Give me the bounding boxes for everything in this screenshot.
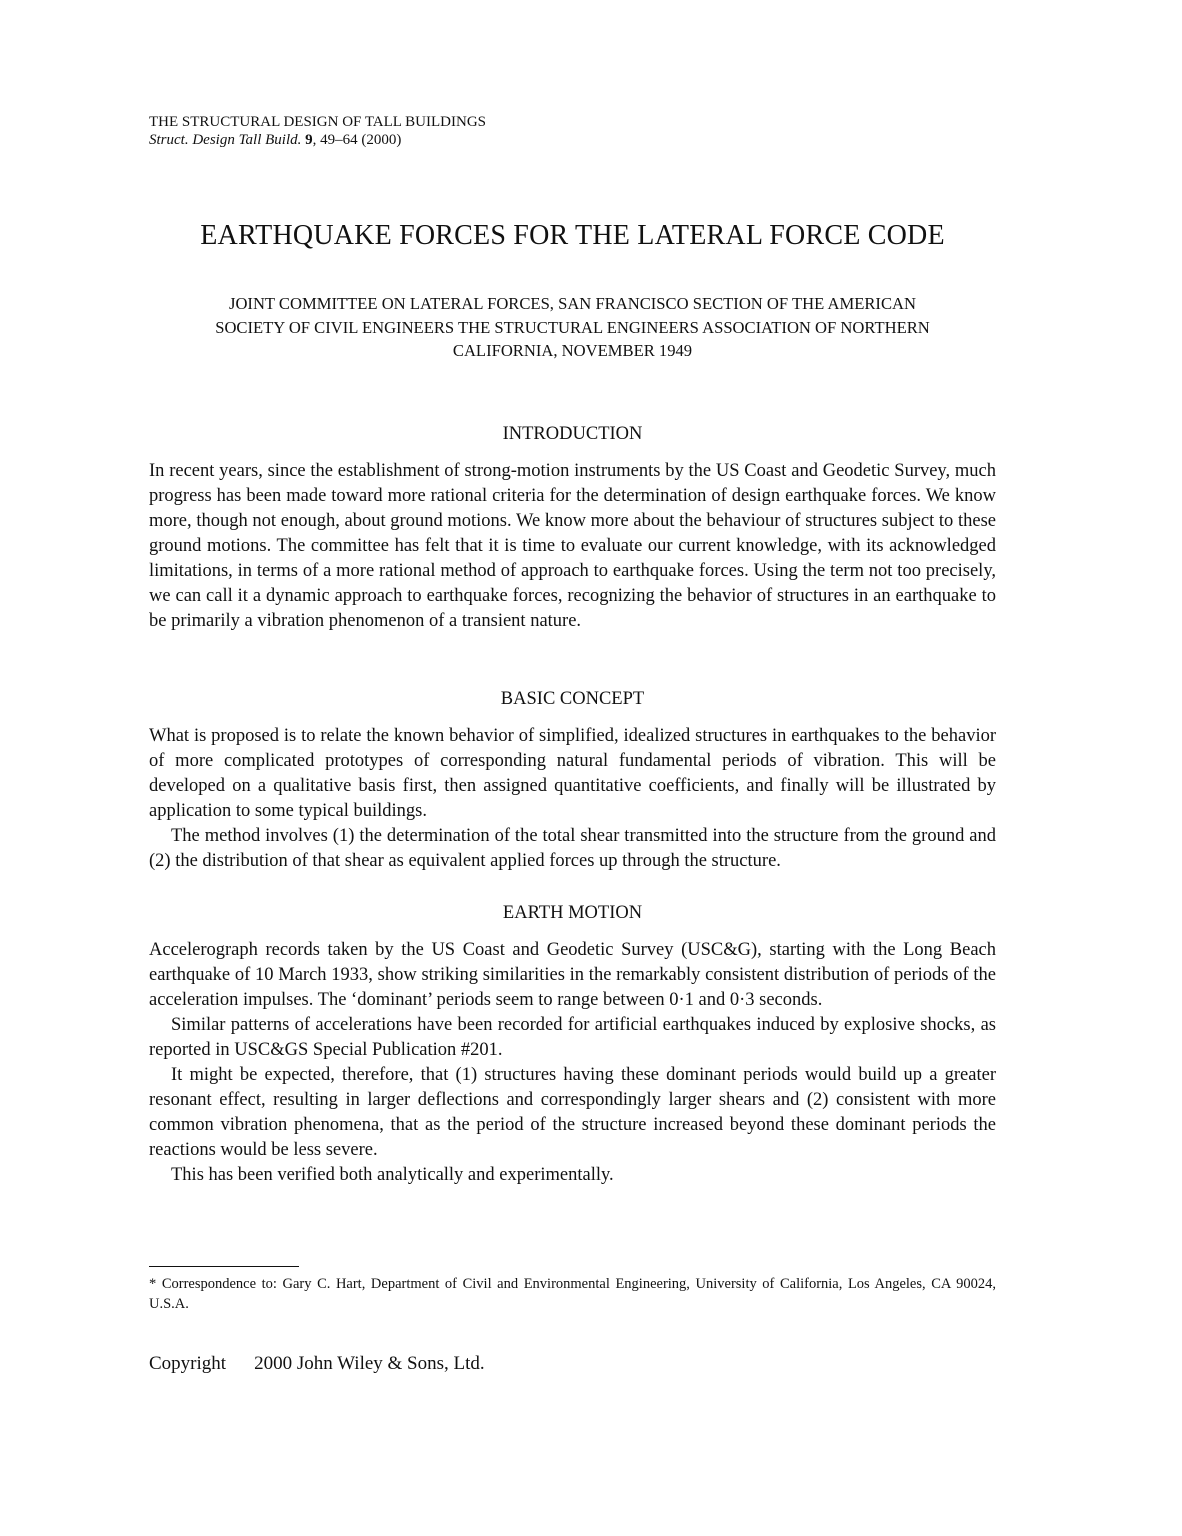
- author-block: [149, 292, 996, 363]
- author-line: CALIFORNIA, NOVEMBER 1949: [452, 341, 693, 360]
- paragraph: It might be expected, therefore, that (1) structures having these dominant periods would build up a greater resonant effect, resulting in larger deflections and correspondingly larger shears and (2) consistent with more common vibration phenomena, that as the period of the structure increased beyond these dominant periods the reactions would be less severe.: [149, 1065, 996, 1160]
- section-heading: EARTH MOTION: [502, 903, 643, 923]
- paragraph: What is proposed is to relate the known behavior of simplified, idealized structures in earthquakes to the behavior of more complicated prototypes of corresponding natural fundamental periods of vibration. This will be developed on a qualitative basis first, then assigned quantitative coefficients, and finally will be illustrated by application to some typical buildings.: [149, 726, 996, 821]
- citation-abbrev: Struct. Design Tall Build.: [149, 132, 302, 148]
- journal-citation: [149, 131, 486, 149]
- section-basic-concept: [149, 687, 996, 874]
- copyright-text: 2000 John Wiley & Sons, Ltd.: [254, 1353, 485, 1374]
- citation-pages-year: , 49–64 (2000): [312, 132, 402, 148]
- section-heading: BASIC CONCEPT: [500, 689, 645, 709]
- paragraph: Similar patterns of accelerations have been recorded for artificial earthquakes induced by explosive shocks, as reported in USC&GS Special Publication #201.: [149, 1015, 996, 1060]
- footnote: * Correspondence to: Gary C. Hart, Department of Civil and Environmental Engineering, University of California, Los Angeles, CA 90024, U.S.A.: [149, 1276, 996, 1312]
- copyright-notice: [149, 1352, 485, 1376]
- journal-name: THE STRUCTURAL DESIGN OF TALL BUILDINGS: [149, 114, 486, 130]
- section-earth-motion: [149, 901, 996, 1188]
- section-introduction: [149, 422, 996, 634]
- paragraph: The method involves (1) the determination of the total shear transmitted into the structure from the ground and (2) the distribution of that shear as equivalent applied forces up through the structure.: [149, 826, 996, 871]
- author-line: SOCIETY OF CIVIL ENGINEERS THE STRUCTURAL ENGINEERS ASSOCIATION OF NORTHERN: [215, 317, 930, 337]
- paper-title: EARTHQUAKE FORCES FOR THE LATERAL FORCE CODE: [200, 220, 945, 251]
- paragraph: Accelerograph records taken by the US Coast and Geodetic Survey (USC&G), starting with the Long Beach earthquake of 10 March 1933, show striking similarities in the remarkably consistent distribution of periods of the acceleration impulses. The ‘dominant’ periods seem to range between 0·1 and 0·3 seconds.: [149, 940, 996, 1010]
- author-line: JOINT COMMITTEE ON LATERAL FORCES, SAN FRANCISCO SECTION OF THE AMERICAN: [228, 294, 916, 313]
- paragraph: This has been verified both analytically and experimentally.: [171, 1165, 614, 1185]
- footnote-divider: [149, 1266, 299, 1267]
- copyright-label: Copyright: [149, 1353, 227, 1374]
- section-heading: INTRODUCTION: [502, 424, 643, 444]
- paragraph: In recent years, since the establishment of strong-motion instruments by the US Coast and Geodetic Survey, much progress has been made toward more rational criteria for the determination of design earthquake forces. We know more, though not enough, about ground motions. We know more about the behaviour of structures subject to these ground motions. The committee has felt that it is time to evaluate our current knowledge, with its acknowledged limitations, in terms of a more rational method of approach to earthquake forces. Using the term not too precisely, we can call it a dynamic approach to earthquake forces, recognizing the behavior of structures in an earthquake to be primarily a vibration phenomenon of a transient nature.: [149, 461, 996, 631]
- journal-header: [149, 113, 486, 149]
- citation-volume: 9: [305, 132, 313, 148]
